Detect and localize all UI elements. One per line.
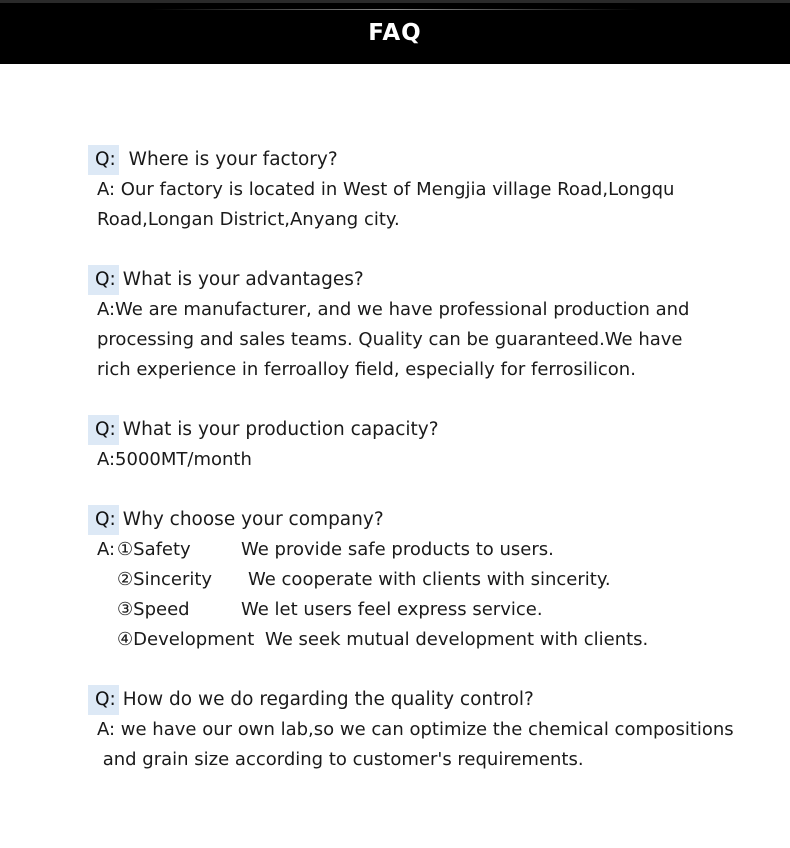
faq-item-advantages (88, 265, 748, 385)
reason-row-safety (88, 535, 748, 565)
question-text: Why choose your company? (122, 509, 384, 530)
question-row (88, 505, 748, 535)
answer-line: A: we have our own lab,so we can optimize the chemical compositions (97, 719, 734, 740)
faq-item-quality-control (88, 685, 748, 775)
reason-text: We let users feel express service. (241, 599, 543, 620)
answer-line: A:We are manufacturer, and we have professional production and (97, 299, 690, 320)
reason-label: ③Speed (117, 599, 190, 620)
reason-label: ④Development (117, 629, 255, 650)
question-tag: Q: (88, 265, 119, 295)
question-text: How do we do regarding the quality control? (122, 689, 534, 710)
page-title: FAQ (368, 20, 422, 46)
reason-row-speed (88, 595, 748, 625)
answer-prefix: A: (97, 539, 116, 560)
reason-text: We provide safe products to users. (241, 539, 554, 560)
question-text: What is your advantages? (122, 269, 364, 290)
answer-line: Road,Longan District,Anyang city. (97, 209, 400, 230)
reason-row-development (88, 625, 748, 655)
faq-item-capacity (88, 415, 748, 475)
question-tag: Q: (88, 415, 119, 445)
reason-row-sincerity (88, 565, 748, 595)
question-text: What is your production capacity? (122, 419, 439, 440)
reason-label: ②Sincerity (117, 569, 213, 590)
question-tag: Q: (88, 685, 119, 715)
faq-header-banner (0, 0, 790, 64)
question-row (88, 415, 748, 445)
reason-text: We cooperate with clients with sincerity. (248, 569, 611, 590)
faq-list (88, 145, 748, 805)
question-text: Where is your factory? (122, 149, 338, 170)
question-row (88, 145, 748, 175)
header-highlight-line (150, 9, 640, 10)
question-row (88, 265, 748, 295)
answer-line: and grain size according to customer's requirements. (97, 749, 584, 770)
answer-line: A: Our factory is located in West of Mengjia village Road,Longqu (97, 179, 675, 200)
question-tag: Q: (88, 505, 119, 535)
answer-line: A:5000MT/month (97, 449, 252, 470)
question-tag: Q: (88, 145, 119, 175)
faq-item-why-choose (88, 505, 748, 655)
question-row (88, 685, 748, 715)
faq-item-factory (88, 145, 748, 235)
reason-label: ①Safety (117, 539, 191, 560)
answer-line: processing and sales teams. Quality can be guaranteed.We have (97, 329, 683, 350)
answer-line: rich experience in ferroalloy field, especially for ferrosilicon. (97, 359, 636, 380)
reason-text: We seek mutual development with clients. (265, 629, 649, 650)
